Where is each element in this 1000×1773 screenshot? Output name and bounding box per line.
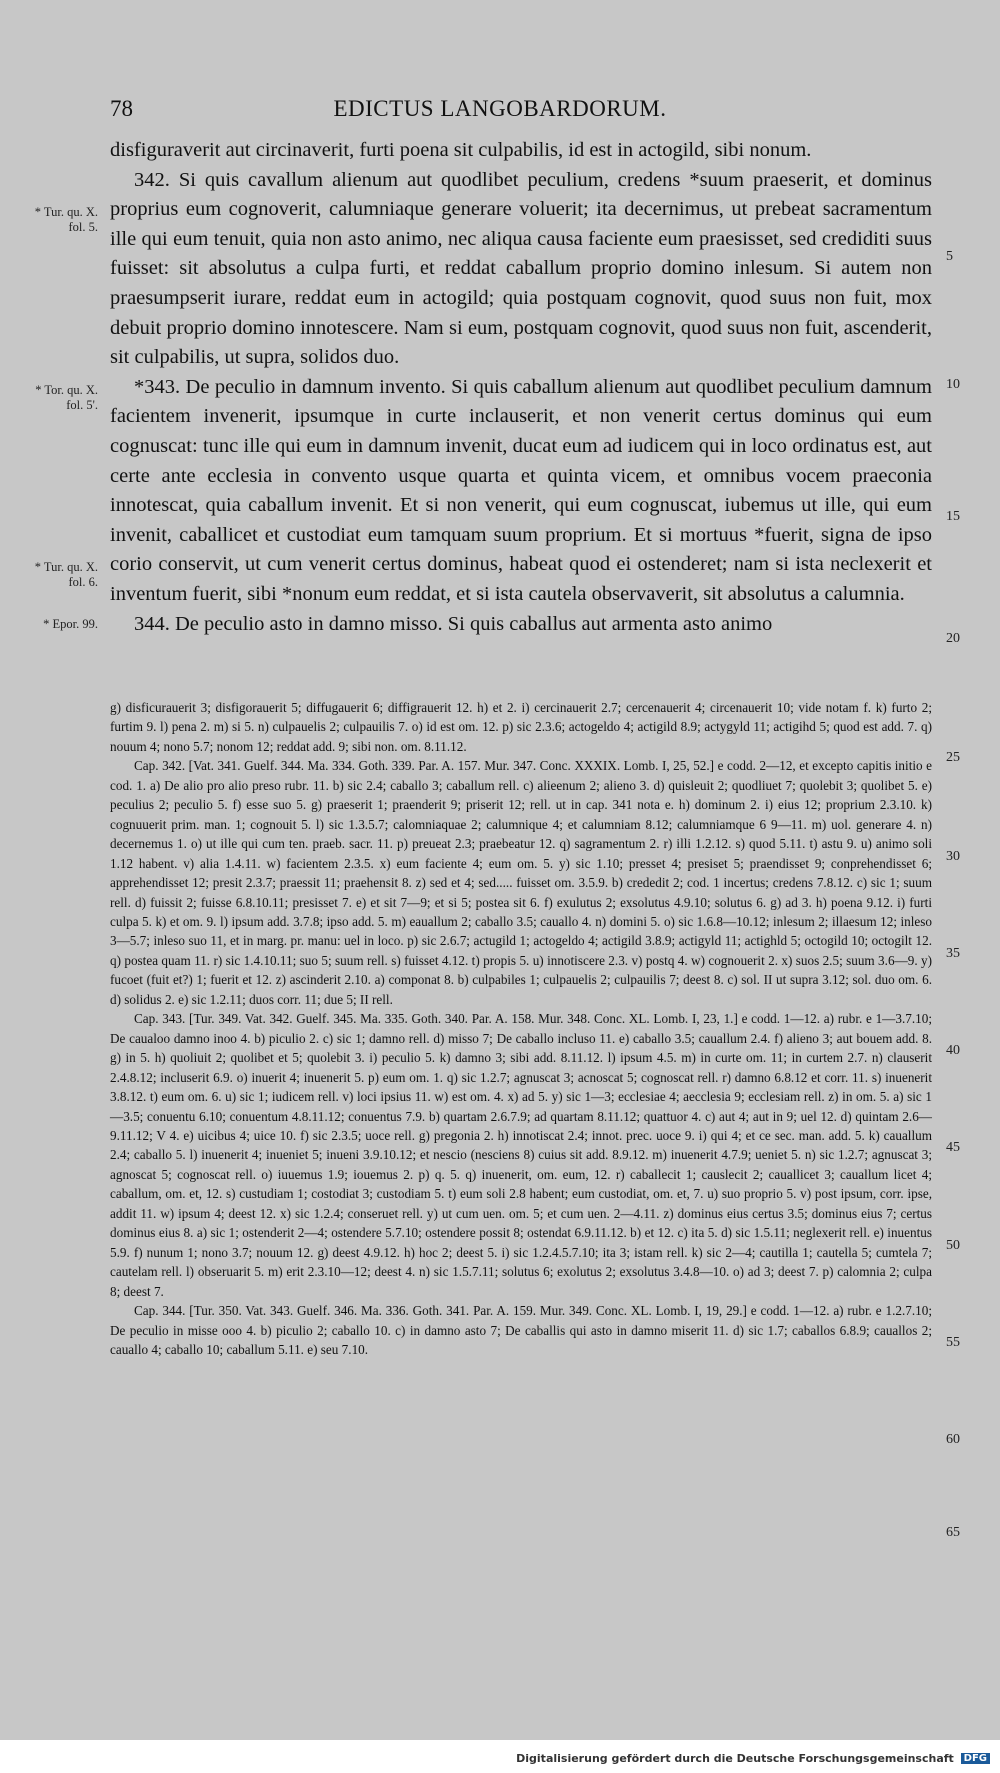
critical-apparatus bbox=[110, 698, 932, 1359]
side-note: * Tur. qu. X. fol. 6. bbox=[34, 560, 98, 589]
side-note: * Tor. qu. X. fol. 5'. bbox=[35, 383, 98, 412]
note-block-cap-342: Cap. 342. [Vat. 341. Guelf. 344. Ma. 334. Goth. 339. Par. A. 157. Mur. 347. Conc. XXXIX. Lomb. I, 25, 52.] e codd. 2—12, et excepto capitis initio e cod. 1. a) De alio pro alio preso rubr. 11. b) sic 2.4; caballo 3; caballum rell. c) alieenum 2; alieno 3. d) quisleuit 2; quodliuet 7; quolebit 3; quolibet 5. e) peculius 2; peculio 5. f) esse suo 5. g) praeserit 1; praenderit 9; priserit 12; rell. ut in cap. 341 nota e. h) dominum 2. i) eius 12; proprium 2.3.10. k) cognuuerit prim. man. 1; cognouit 5. l) sic 1.3.5.7; calomniaquae 2; calumnique 4; et calumniam 8.12; calumniamque 6 9—11. m) uol. generare 4. n) decernemus 1. o) ut ille qui cum ten. praeb. sacr. 11. p) preueat 2.3; praebeatur 12. q) sagramentum 2. r) illi 1.2.12. s) quod 5.11. t) astu 9. u) animo soli 1.12 habent. v) alia 1.4.11. w) facientem 2.3.5. x) eum faciente 4; eum om. 5. y) sic 1.10; presset 4; presiset 5; praendisset 9; conprehendisset 6; apprehendisset 12; presit 2.3.7; praessit 11; praehensit 8. z) sed et 4; sed..... fuisset om. 3.5.9. b) crededit 2; cod. 1 incertus; credens 7.8.12. c) sic 1; suum rell. d) fuissit 2; fuisse 6.8.10.11; presisset 7. e) et sit 7—9; et si 5; postea sit 6. f) exulutus 2; exsolutus 4.9.10; solutus 6. g) ad 3. h) poena 9.12. i) furti culpa 5. k) et om. 9. l) ipsum add. 3.7.8; ipso add. 5. m) eauallum 2; caballo 3.5; cauallo 4. n) domini 5. o) sic 1.6.8—10.12; inlesum 2; illaesum 12; inleso 3—5.7; inleso suo 11, et in marg. pr. manu: uel in loco. p) sic 2.6.7; actugild 1; actogeldo 4; actigild 3.8.9; actigyld 11; actighld 5; octogild 10; octogilt 12. q) postea quam 11. r) sic 1.4.10.11; suo 5; suum rell. s) fuisset 4.12. t) propis 5. u) innotiscere 2.3. v) postq 4. w) cognouerit 2. x) suos 2.5; suum 3.6—9. y) fucoet (fuit et?) 1; fuerit et 12. z) ascinderit 2.10. a) componat 8. b) culpabiles 1; culpauelis 2; culpauilis 7; deest 8. c) sol. II ut supra 3.12; sol. duo om. 6. d) solidus 2. e) sic 1.2.11; duos corr. 11; due 5; II rell. bbox=[110, 758, 932, 1007]
line-number: 40 bbox=[946, 1043, 960, 1058]
page-number: 78 bbox=[110, 96, 133, 121]
line-number: 20 bbox=[946, 631, 960, 646]
line-number: 60 bbox=[946, 1432, 960, 1447]
line-number: 35 bbox=[946, 946, 960, 961]
side-note: * Tur. qu. X. fol. 5. bbox=[34, 205, 98, 234]
footer-text: Digitalisierung gefördert durch die Deutsche Forschungsgemeinschaft bbox=[516, 1752, 954, 1765]
footer-credit bbox=[516, 1752, 990, 1765]
line-number: 55 bbox=[946, 1335, 960, 1350]
line-number: 10 bbox=[946, 377, 960, 392]
line-number: 65 bbox=[946, 1525, 960, 1540]
note-block-cap-343: Cap. 343. [Tur. 349. Vat. 342. Guelf. 345. Ma. 335. Goth. 340. Par. A. 158. Mur. 348. Conc. XL. Lomb. I, 23, 1.] e codd. 1—12. a) rubr. e 1—3.7.10; De caualoo damno inoo 4. b) piculio 2. c) sic 1; damno rell. d) misso 7; De caballo incluso 11. e) caballo 3.5; cauallum 2.4. f) alieno 3; aut bouem add. 8. g) in 5. h) quoliuit 2; quolibet et 5; quolebit 3. i) peculio 5. k) damno 3; sibi add. 8.11.12. l) ipsum 4.5. m) in curte om. 11; in curtem 2.7. n) clauserit 2.4.8.12; incluserit 6.9. o) inuerit 4; inuenerit 5. p) eum om. 1. q) sic 1.2.7; agnuscat 3; acnoscat 5; cognoscat rell. r) damno 6.8.12 et corr. 11. s) inuenerit 3.8.12. t) eum om. 6. u) sic 1; iudicem rell. v) loci ipsius 11. w) est om. 4. x) ad 5. y) sic 1—3; ecclesiae 4; aecclesia 9; ecclesiam rell. z) in om. 5. a) sic 1—3.5; conuentu 6.10; conuentum 4.8.11.12; conuentus 7.9. b) quartam 2.6.7.9; ad quartam 8.11.12; quattuor 4. c) aut 4; aut in 9; uel 12. d) quintam 2.6—9.11.12; V 4. e) uicibus 4; uice 10. f) sic 2.3.5; uoce rell. g) pregonia 2. h) innotiscat 2.4; innot. prec. uoce 9. i) qui 4; et ce sec. man. add. 5. k) cauallum 2.4; caballo 5. l) inuenerit 4; inueniet 5; inueni 3.9.10.12; et nescio (nesciens 8) cuius sit add. 8.9.12. m) inuenerit 4.7.9; ueniet 5. n) sic 1.2.7; agnuscat 3; agnoscat 5; cognoscat rell. o) iuuemus 1.9; iouemus 2. p) q. 5. q) inuenerit, om. eum, 12. r) caballecit 1; causlecit 2; cauallicet 3; cauallum licet 4; caballum, om. et, 12. s) custudiam 1; costodiat 3; custodiam 5. t) eum soli 2.8 habent; eum custodiat, om. et, 7. u) suo proprio 5. v) post ipsum, corr. ipse, addit 11. w) ipsum 4; deest 12. x) sic 1.2.4; conseruet rell. y) ut cum uen. om. 5; et cum uen. 2—4.11. z) dominus eius certus 3.5; dominus eius 7; certus dominus eius 8. a) sic 1; ostenderit 2—4; ostendere 5.7.10; ostendere possit 8; ostendat 6.9.11.12. b) et 12. c) ita 5. d) sic 1.5.11; neglexerit rell. e) inuentus 5.9. f) nunum 1; nono 3.7; nouum 12. g) deest 4.9.12. h) hoc 2; deest 5. i) sic 1.2.4.5.7.10; ita 3; istam rell. k) sic 2—4; cautilla 1; cautella 5; cumtela 7; cautelam rell. l) obseruarit 5. m) erit 2.3.10—12; deest 4. n) sic 1.5.7.11; solutus 6; exolutus 2; exsolutus 3.4.8—10. o) ad 3; deest 7. p) calomnia 2; culpa 8; deest 7. bbox=[110, 1011, 932, 1299]
chapter-342: 342. Si quis cavallum alienum aut quodlibet peculium, credens *suum praeserit, et dominus proprius eum cognoverit, calumniaque generare voluerit; ita decernimus, ut prebeat sacramentum ille qui eum tenuit, quia non asto animo, nec aliqua causa faciente eum praesisset, sed crediditi suus fuisset: sit absolutus a culpa furti, et reddat caballum proprio domino inlesum. Si autem non praesumpserit iurare, reddat eum in actogild; quia postquam cognovit, quod suus non fuit, mox debuit proprio domino innotescere. Nam si eum, postquam cognovit, quod suus non fuit, ascenderit, sit culpabilis, ut supra, solidos duo. bbox=[110, 168, 932, 369]
side-note: * Epor. 99. bbox=[43, 617, 98, 631]
dfg-logo-icon: DFG bbox=[961, 1753, 990, 1764]
page-header bbox=[0, 96, 1000, 126]
line-number: 15 bbox=[946, 509, 960, 524]
chapter-343: *343. De peculio in damnum invento. Si quis caballum alienum aut quodlibet peculium damnum facientem invenerit, ipsumque in curte inclauserit, et non venerit certus dominus qui eum cognuscat: tunc ille qui eum in damnum invenit, ducat eum ad iudicem qui in loco ordinatus est, aut certe ante ecclesia in convento usque quarta et quinta vicem, et omnibus vocem praeconia innotescat, quia caballum invenit. Et si non venerit, qui eum cognuscat, iubemus ut ille, qui eum invenit, caballicet et custodiat eum tamquam suum proprium. Et si mortuus *fuerit, signa de ipso corio conservit, ut cum venerit certus dominus, habeat quod ei ostenderet; nam si ista neclexerit et inventum fuerit, sibi *nonum eum reddat, et si ista cautela observaverit, sit absolutus a calumnia. bbox=[110, 375, 932, 605]
line-number: 50 bbox=[946, 1238, 960, 1253]
main-text bbox=[110, 136, 932, 639]
line-number: 25 bbox=[946, 750, 960, 765]
chapter-344: 344. De peculio asto in damno misso. Si quis caballus aut armenta asto animo bbox=[134, 612, 773, 635]
main-paragraph: disfiguraverit aut circinaverit, furti poena sit culpabilis, id est in actogild, sibi nonum. bbox=[110, 139, 812, 161]
line-number: 45 bbox=[946, 1140, 960, 1155]
note-block-cap-344: Cap. 344. [Tur. 350. Vat. 343. Guelf. 346. Ma. 336. Goth. 341. Par. A. 159. Mur. 349. Conc. XL. Lomb. I, 19, 29.] e codd. 1—12. a) rubr. e 1.2.7.10; De peculio in misse ooo 4. b) piculio 2; caballo 10. c) in damno asto 7; De caballis qui asto in damno miserit 11. d) sic 1.7; caballos 6.8.9; cauallos 2; cauallo 4; caballo 10; caballum 5.11. e) seu 7.10. bbox=[110, 1303, 932, 1357]
running-title: EDICTUS LANGOBARDORUM. bbox=[333, 96, 667, 121]
line-number: 30 bbox=[946, 849, 960, 864]
line-number: 5 bbox=[946, 249, 953, 264]
note-block: g) disficurauerit 3; disfigorauerit 5; diffugauerit 6; diffigrauerit 12. h) et 2. i) cercinauerit 2.7; cercenauerit 4; circenauerit 10; vide notam f. k) furto 2; furtim 9. l) pena 2. m) si 5. n) culpauelis 2; culpauilis 7. o) id est om. 12. p) sic 2.3.6; actogeldo 4; actigild 8.9; actygyld 11; actigihd 5; quod est add. 7. q) nouum 4; nono 5.7; nonom 12; reddat add. 9; sibi non. om. 8.11.12. bbox=[110, 700, 932, 754]
